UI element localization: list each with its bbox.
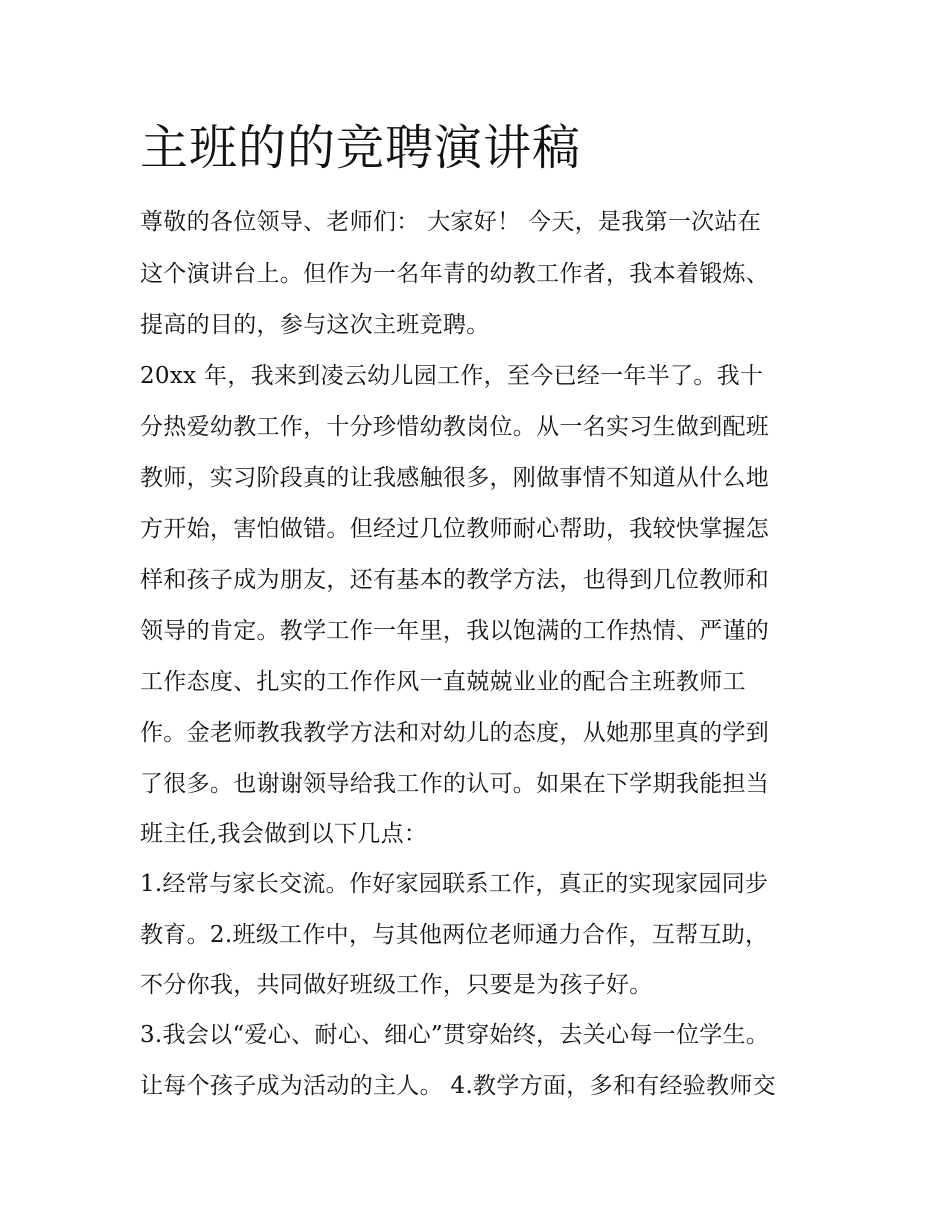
paragraph-line: 不分你我，共同做好班级工作，只要是为孩子好。: [140, 972, 653, 998]
paragraph-line: 让每个孩子成为活动的主人。 4.教学方面，多和有经验教师交: [140, 1073, 776, 1099]
paragraph-line: 样和孩子成为朋友，还有基本的教学方法，也得到几位教师和: [140, 567, 770, 593]
paragraph-line: 分热爱幼教工作，十分珍惜幼教岗位。从一名实习生做到配班: [140, 414, 770, 440]
paragraph-line: 班主任,我会做到以下几点：: [140, 821, 428, 847]
paragraph-line: 领导的肯定。教学工作一年里，我以饱满的工作热情、严谨的: [140, 618, 770, 644]
paragraph-line: 教育。2.班级工作中，与其他两位老师通力合作，互帮互助，: [140, 922, 769, 948]
paragraph-line: 20xx 年，我来到凌云幼儿园工作，至今已经一年半了。我十: [140, 363, 764, 389]
paragraph-line: 了很多。也谢谢领导给我工作的认可。如果在下学期我能担当: [140, 771, 770, 797]
paragraph-line: 1.经常与家长交流。作好家园联系工作，真正的实现家园同步: [140, 871, 769, 897]
paragraph-line: 这个演讲台上。但作为一名年青的幼教工作者，我本着锻炼、: [140, 261, 770, 287]
document-title: 主班的的竞聘演讲稿: [140, 120, 582, 176]
paragraph-line: 尊敬的各位领导、老师们： 大家好！ 今天，是我第一次站在: [140, 209, 762, 235]
paragraph-line: 作。金老师教我教学方法和对幼儿的态度，从她那里真的学到: [140, 720, 770, 746]
paragraph-line: 提高的目的，参与这次主班竞聘。: [140, 312, 490, 338]
paragraph-line: 3.我会以“爱心、耐心、细心”贯穿始终，去关心每一位学生。: [140, 1022, 770, 1048]
paragraph-line: 工作态度、扎实的工作作风一直兢兢业业的配合主班教师工: [140, 669, 746, 695]
paragraph-line: 教师，实习阶段真的让我感触很多，刚做事情不知道从什么地: [140, 465, 770, 491]
paragraph-line: 方开始，害怕做错。但经过几位教师耐心帮助，我较快掌握怎: [140, 516, 770, 542]
